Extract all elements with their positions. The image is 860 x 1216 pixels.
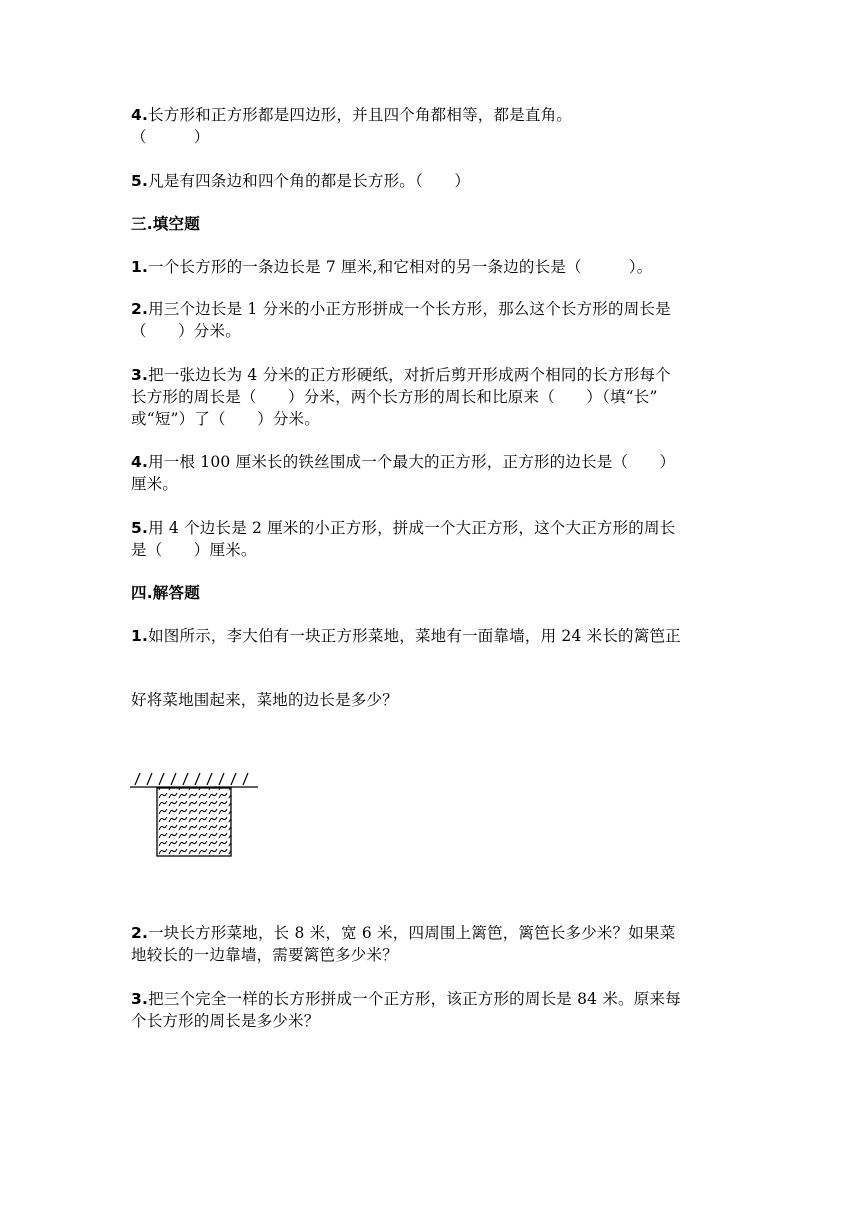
tf-q4-blank: （ ） [131, 128, 210, 146]
fill-q4-line1: 4.用一根 100 厘米长的铁丝围成一个最大的正方形，正方形的边长是（ ） [131, 453, 676, 471]
fill-q3-line3: 或“短”）了（ ）分米。 [131, 410, 320, 428]
wall-hatching [135, 773, 248, 785]
section3-heading: 三.填空题 [131, 215, 200, 233]
fill-q5-line1: 5.用 4 个边长是 2 厘米的小正方形，拼成一个大正方形，这个大正方形的周长 [131, 519, 676, 537]
fill-q4-line2: 厘米。 [131, 475, 179, 493]
solve-q1-line1: 1.如图所示，李大伯有一块正方形菜地，菜地有一面靠墙，用 24 米长的篱笆正 [131, 627, 681, 645]
fill-q2-line1: 2.用三个边长是 1 分米的小正方形拼成一个长方形，那么这个长方形的周长是 [131, 300, 671, 318]
fill-q5-line2: 是（ ）厘米。 [131, 541, 257, 559]
fill-q3-line2: 长方形的周长是（ ）分米，两个长方形的周长和比原来（ ）（填“长” [131, 388, 658, 406]
section4-heading: 四.解答题 [131, 584, 200, 602]
solve-q3-line2: 个长方形的周长是多少米？ [131, 1012, 320, 1030]
fill-q3-line1: 3.把一张边长为 4 分米的正方形硬纸，对折后剪开形成两个相同的长方形每个 [131, 366, 671, 384]
wall-and-square-garden-icon [128, 768, 262, 860]
tf-q5: 5.凡是有四条边和四个角的都是长方形。（ ） [131, 172, 471, 190]
fill-q1: 1.一个长方形的一条边长是 7 厘米,和它相对的另一条边的长是（ ）。 [131, 258, 653, 276]
square-garden [157, 788, 231, 856]
solve-q2-line2: 地较长的一边靠墙，需要篱笆多少米？ [131, 946, 398, 964]
solve-q3-line1: 3.把三个完全一样的长方形拼成一个正方形，该正方形的周长是 84 米。原来每 [131, 990, 681, 1008]
solve-q2-line1: 2.一块长方形菜地，长 8 米，宽 6 米，四周围上篱笆，篱笆长多少米？如果菜 [131, 924, 676, 942]
fill-q2-line2: （ ）分米。 [131, 322, 241, 340]
solve-q1-line2: 好将菜地围起来，菜地的边长是多少？ [131, 691, 398, 709]
tf-q4-line1: 4.长方形和正方形都是四边形，并且四个角都相等，都是直角。 [131, 106, 572, 124]
